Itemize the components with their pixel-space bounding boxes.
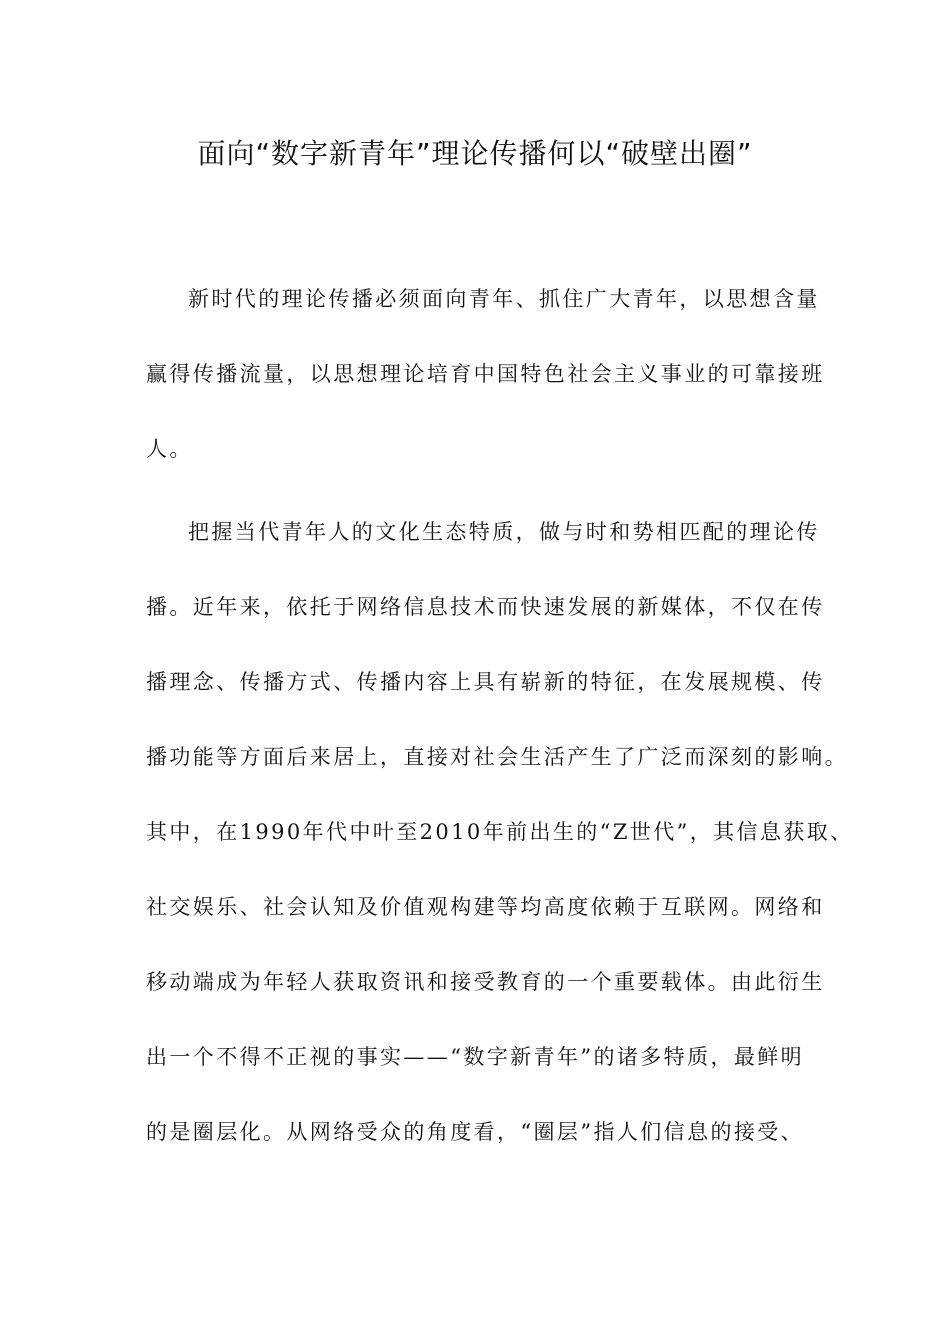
paragraph-1-line-1: 新时代的理论传播必须面向青年、抓住广大青年，以思想含量 [188, 287, 820, 311]
paragraph-1-line-3: 人。 [146, 437, 193, 461]
paragraph-2-line-6: 社交娱乐、社会认知及价值观构建等均高度依赖于互联网。网络和 [146, 895, 825, 919]
paragraph-2-line-9: 的是圈层化。从网络受众的角度看，“圈层”指人们信息的接受、 [146, 1120, 805, 1144]
paragraph-2-line-4: 播功能等方面后来居上，直接对社会生活产生了广泛而深刻的影响。 [146, 745, 848, 769]
paragraph-2-line-2: 播。近年来，依托于网络信息技术而快速发展的新媒体，不仅在传 [146, 595, 825, 619]
paragraph-2-line-1: 把握当代青年人的文化生态特质，做与时和势相匹配的理论传 [188, 520, 820, 544]
paragraph-2-line-7: 移动端成为年轻人获取资讯和接受教育的一个重要载体。由此衍生 [146, 970, 825, 994]
paragraph-2-line-5: 其中，在1990年代中叶至2010年前出生的“Z世代”，其信息获取、 [146, 820, 854, 844]
paragraph-2-line-8: 出一个不得不正视的事实——“数字新青年”的诸多特质，最鲜明 [146, 1045, 805, 1069]
paragraph-1-line-2: 赢得传播流量，以思想理论培育中国特色社会主义事业的可靠接班 [146, 362, 825, 386]
paragraph-2-line-3: 播理念、传播方式、传播内容上具有崭新的特征，在发展规模、传 [146, 670, 825, 694]
document-title: 面向“数字新青年”理论传播何以“破壁出圈” [197, 137, 753, 170]
